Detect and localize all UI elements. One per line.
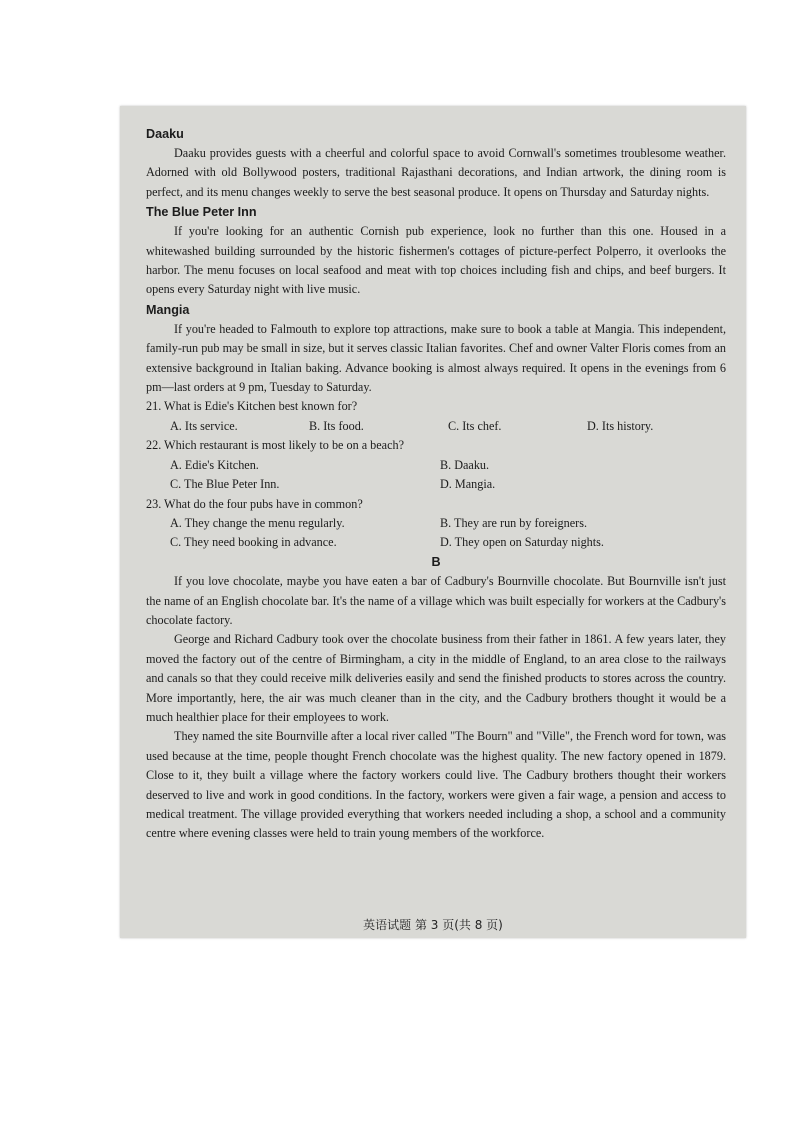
question-22-option-d: D. Mangia. (440, 477, 496, 492)
question-21-options (146, 417, 726, 436)
question-23-option-d: D. They open on Saturday nights. (440, 535, 604, 550)
question-22-option-c: C. The Blue Peter Inn. (170, 477, 280, 492)
question-23-option-c: C. They need booking in advance. (170, 535, 337, 550)
section-b-paragraph-3: They named the site Bournville after a local river called "The Bourn" and "Ville", the French word for town, was used because at the time, people thought French chocolate was the highest quality. The new factory opened in 1879. Close to it, they built a village where the factory workers could live. The Cadbury brothers thought their workers deserved to live and work in good conditions. In the factory, workers were given a fair wage, a pension and access to medical treatment. The village provided everything that workers needed including a shop, a school and a community centre where evening classes were held to train young members of the workforce. (146, 729, 726, 841)
page-content (146, 124, 726, 844)
section-b-label: B (431, 554, 441, 569)
restaurant-heading-blue-peter-inn: The Blue Peter Inn (146, 205, 257, 220)
question-21-option-b: B. Its food. (309, 418, 364, 433)
question-22-options (146, 456, 726, 495)
question-22-stem: 22. Which restaurant is most likely to be on a beach? (146, 438, 405, 453)
restaurant-text-daaku: Daaku provides guests with a cheerful and colorful space to avoid Cornwall's sometimes troublesome weather. Adorned with old Bollywood posters, traditional Rajasthani decorations, and Indian artwork, the dining room is perfect, and its menu changes weekly to serve the best seasonal produce. It opens on Thursday and Saturday nights. (146, 146, 726, 199)
restaurant-text-mangia: If you're headed to Falmouth to explore top attractions, make sure to book a table at Mangia. This independent, family-run pub may be small in size, but it serves classic Italian favorites. Chef and owner Valter Floris comes from an extensive background in Italian baking. Advance booking is almost always required. It opens in the evenings from 6 pm—last orders at 9 pm, Tuesday to Saturday. (146, 321, 726, 395)
question-23-option-b: B. They are run by foreigners. (440, 515, 587, 530)
question-23-stem: 23. What do the four pubs have in common? (146, 496, 363, 511)
section-b-paragraph-2: George and Richard Cadbury took over the chocolate business from their father in 1861. A few years later, they moved the factory out of the centre of Birmingham, a city in the middle of England, to an area close to the railways and canals so that they could receive milk deliveries easily and send the finished products to stores across the country. More importantly, here, the air was much cleaner than in the city, and the Cadbury brothers thought it would be a much healthier place for their employees to work. (146, 632, 726, 724)
question-22-option-b: B. Daaku. (440, 457, 490, 472)
question-23-options (146, 514, 726, 553)
restaurant-text-blue-peter-inn: If you're looking for an authentic Cornish pub experience, look no further than this one. Housed in a whitewashed building surrounded by the historic fishermen's cottages of picture-perfect Polperro, it overlooks the harbor. The menu focuses on local seafood and meat with top choices including fish and chips, and beef burgers. It opens every Saturday night with live music. (146, 224, 726, 297)
question-23-option-a: A. They change the menu regularly. (170, 515, 345, 530)
section-b-paragraph-1: If you love chocolate, maybe you have eaten a bar of Cadbury's Bournville chocolate. But Bournville isn't just the name of an English chocolate bar. It's the name of a village which was built especially for workers at the Cadbury's chocolate factory. (146, 574, 726, 627)
exam-page (120, 106, 746, 938)
page-footer: 英语试题 第 3 页(共 8 页) (363, 918, 503, 932)
question-21-option-d: D. Its history. (587, 418, 654, 433)
question-21-stem: 21. What is Edie's Kitchen best known for? (146, 399, 358, 414)
restaurant-heading-mangia: Mangia (146, 302, 190, 317)
question-21-option-c: C. Its chef. (448, 418, 502, 433)
question-22-option-a: A. Edie's Kitchen. (170, 457, 259, 472)
question-21-option-a: A. Its service. (170, 418, 238, 433)
restaurant-heading-daaku: Daaku (146, 127, 184, 141)
